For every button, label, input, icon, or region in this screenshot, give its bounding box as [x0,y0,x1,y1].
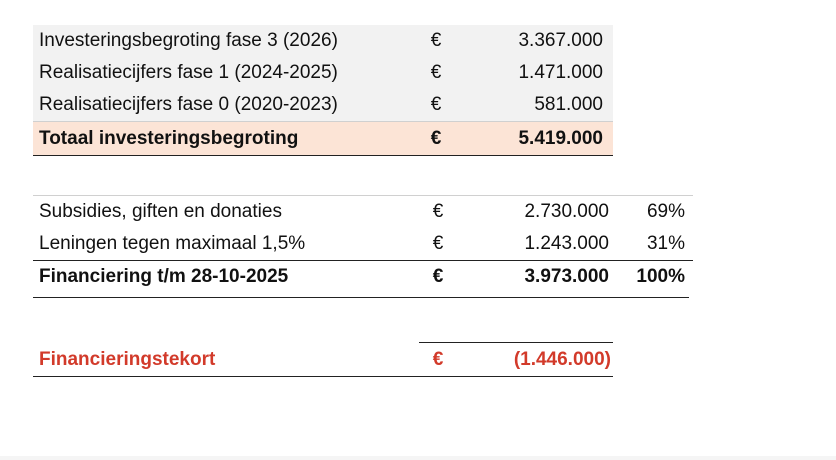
shortfall-label: Financieringstekort [39,349,216,370]
financing-table [33,195,693,293]
total-amount: 3.973.000 [524,266,609,287]
financing-total-row [33,260,693,293]
total-percent: 100% [636,266,685,287]
currency-symbol: € [432,266,444,287]
financing-row [33,196,693,228]
shortfall-table [33,342,613,376]
investment-row [33,25,613,57]
currency-symbol: € [430,30,442,51]
row-percent: 69% [646,201,685,222]
currency-symbol: € [430,94,442,115]
investment-table [33,25,613,156]
total-amount: 5.419.000 [518,128,603,149]
currency-symbol: € [430,128,442,149]
row-label: Realisatiecijfers fase 0 (2020-2023) [39,94,338,115]
row-amount: 1.243.000 [524,233,609,254]
row-label: Subsidies, giften en donaties [39,201,282,222]
currency-symbol: € [432,349,444,370]
underline-divider [33,297,419,298]
divider [33,376,613,377]
footer-strip [0,456,836,460]
investment-row [33,57,613,89]
row-label: Investeringsbegroting fase 3 (2026) [39,30,338,51]
currency-symbol: € [430,62,442,83]
row-label: Realisatiecijfers fase 1 (2024-2025) [39,62,338,83]
row-percent: 31% [646,233,685,254]
investment-total-row [33,121,613,156]
shortfall-amount: (1.446.000) [513,349,611,370]
row-amount: 1.471.000 [518,62,603,83]
row-amount: 3.367.000 [518,30,603,51]
currency-symbol: € [432,233,444,254]
total-label: Totaal investeringsbegroting [39,128,299,149]
row-amount: 2.730.000 [524,201,609,222]
row-label: Leningen tegen maximaal 1,5% [39,233,306,254]
investment-row [33,89,613,121]
underline-divider [419,297,689,298]
shortfall-row [33,342,613,376]
total-label: Financiering t/m 28-10-2025 [39,266,289,287]
financing-row [33,228,693,260]
row-amount: 581.000 [534,94,603,115]
currency-symbol: € [432,201,444,222]
